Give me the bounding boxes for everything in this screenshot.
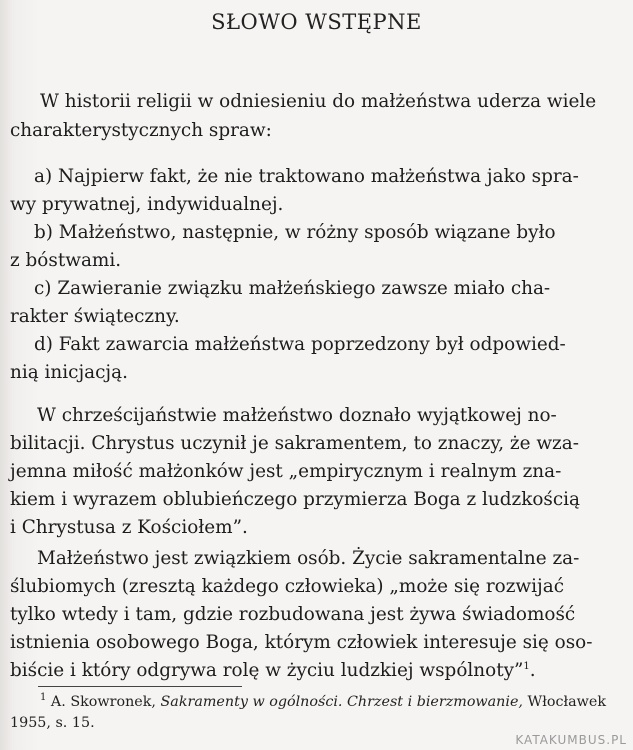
footnote-place: Włocławek <box>527 694 606 710</box>
footnote-rule <box>38 686 242 687</box>
footnote-number: 1 <box>40 692 47 704</box>
footnote-line-2: 1955, s. 15. <box>10 715 95 731</box>
text-line: charakterystycznych spraw: <box>10 120 272 141</box>
footnote-line <box>40 694 606 710</box>
footnote-reference: 1 <box>523 660 530 672</box>
text-line: nią inicjacją. <box>10 362 128 383</box>
text-line: ślubiomych (zresztą każdego człowieka) „może się rozwijać <box>10 576 565 597</box>
text-line: kiem i wyrazem oblubieńczego przymierza Boga z ludzkością <box>10 489 581 510</box>
footnote-title: Sakramenty w ogólności. Chrzest i bierzmowanie, <box>160 694 523 710</box>
text-line: Małżeństwo jest związkiem osób. Życie sakramentalne za- <box>37 548 580 569</box>
text-line: W historii religii w odniesieniu do małżeństwa uderza wiele <box>40 91 597 112</box>
text-line: c) Zawieranie związku małżeńskiego zawsze miało cha- <box>34 278 551 299</box>
watermark: KATAKUMBUS.PL <box>515 733 627 747</box>
text-line: istnienia osobowego Boga, którym człowiek interesuje się oso- <box>10 632 593 653</box>
text-line: rakter świąteczny. <box>10 306 180 327</box>
text-line: jemna miłość małżonków jest „empirycznym i realnym zna- <box>10 461 562 482</box>
text-line: d) Fakt zawarcia małżeństwa poprzedzony był odpowied- <box>34 334 566 355</box>
text-line: a) Najpierw fakt, że nie traktowano małżeństwa jako spra- <box>34 166 579 187</box>
text-line: z bóstwami. <box>10 250 122 271</box>
footnote-author: A. Skowronek, <box>50 694 156 710</box>
text-line: i Chrystusa z Kościołem”. <box>10 517 248 538</box>
text-line: b) Małżeństwo, następnie, w różny sposób wiązane było <box>34 222 556 243</box>
text-line: W chrześcijaństwie małżeństwo doznało wyjątkowej no- <box>37 405 557 426</box>
text-line: wy prywatnej, indywidualnej. <box>10 194 284 215</box>
page-title: SŁOWO WSTĘPNE <box>211 10 422 34</box>
text-line: bilitacji. Chrystus uczynił je sakramentem, to znaczy, że wza- <box>10 433 579 454</box>
text-line: tylko wtedy i tam, gdzie rozbudowana jest żywa świadomość <box>10 604 576 625</box>
text-line: biście i który odgrywa rolę w życiu ludzkiej wspólnoty” <box>10 660 524 681</box>
text-line-last: biście i który odgrywa rolę w życiu ludzkiej wspólnoty”$^1$. <box>10 660 536 681</box>
